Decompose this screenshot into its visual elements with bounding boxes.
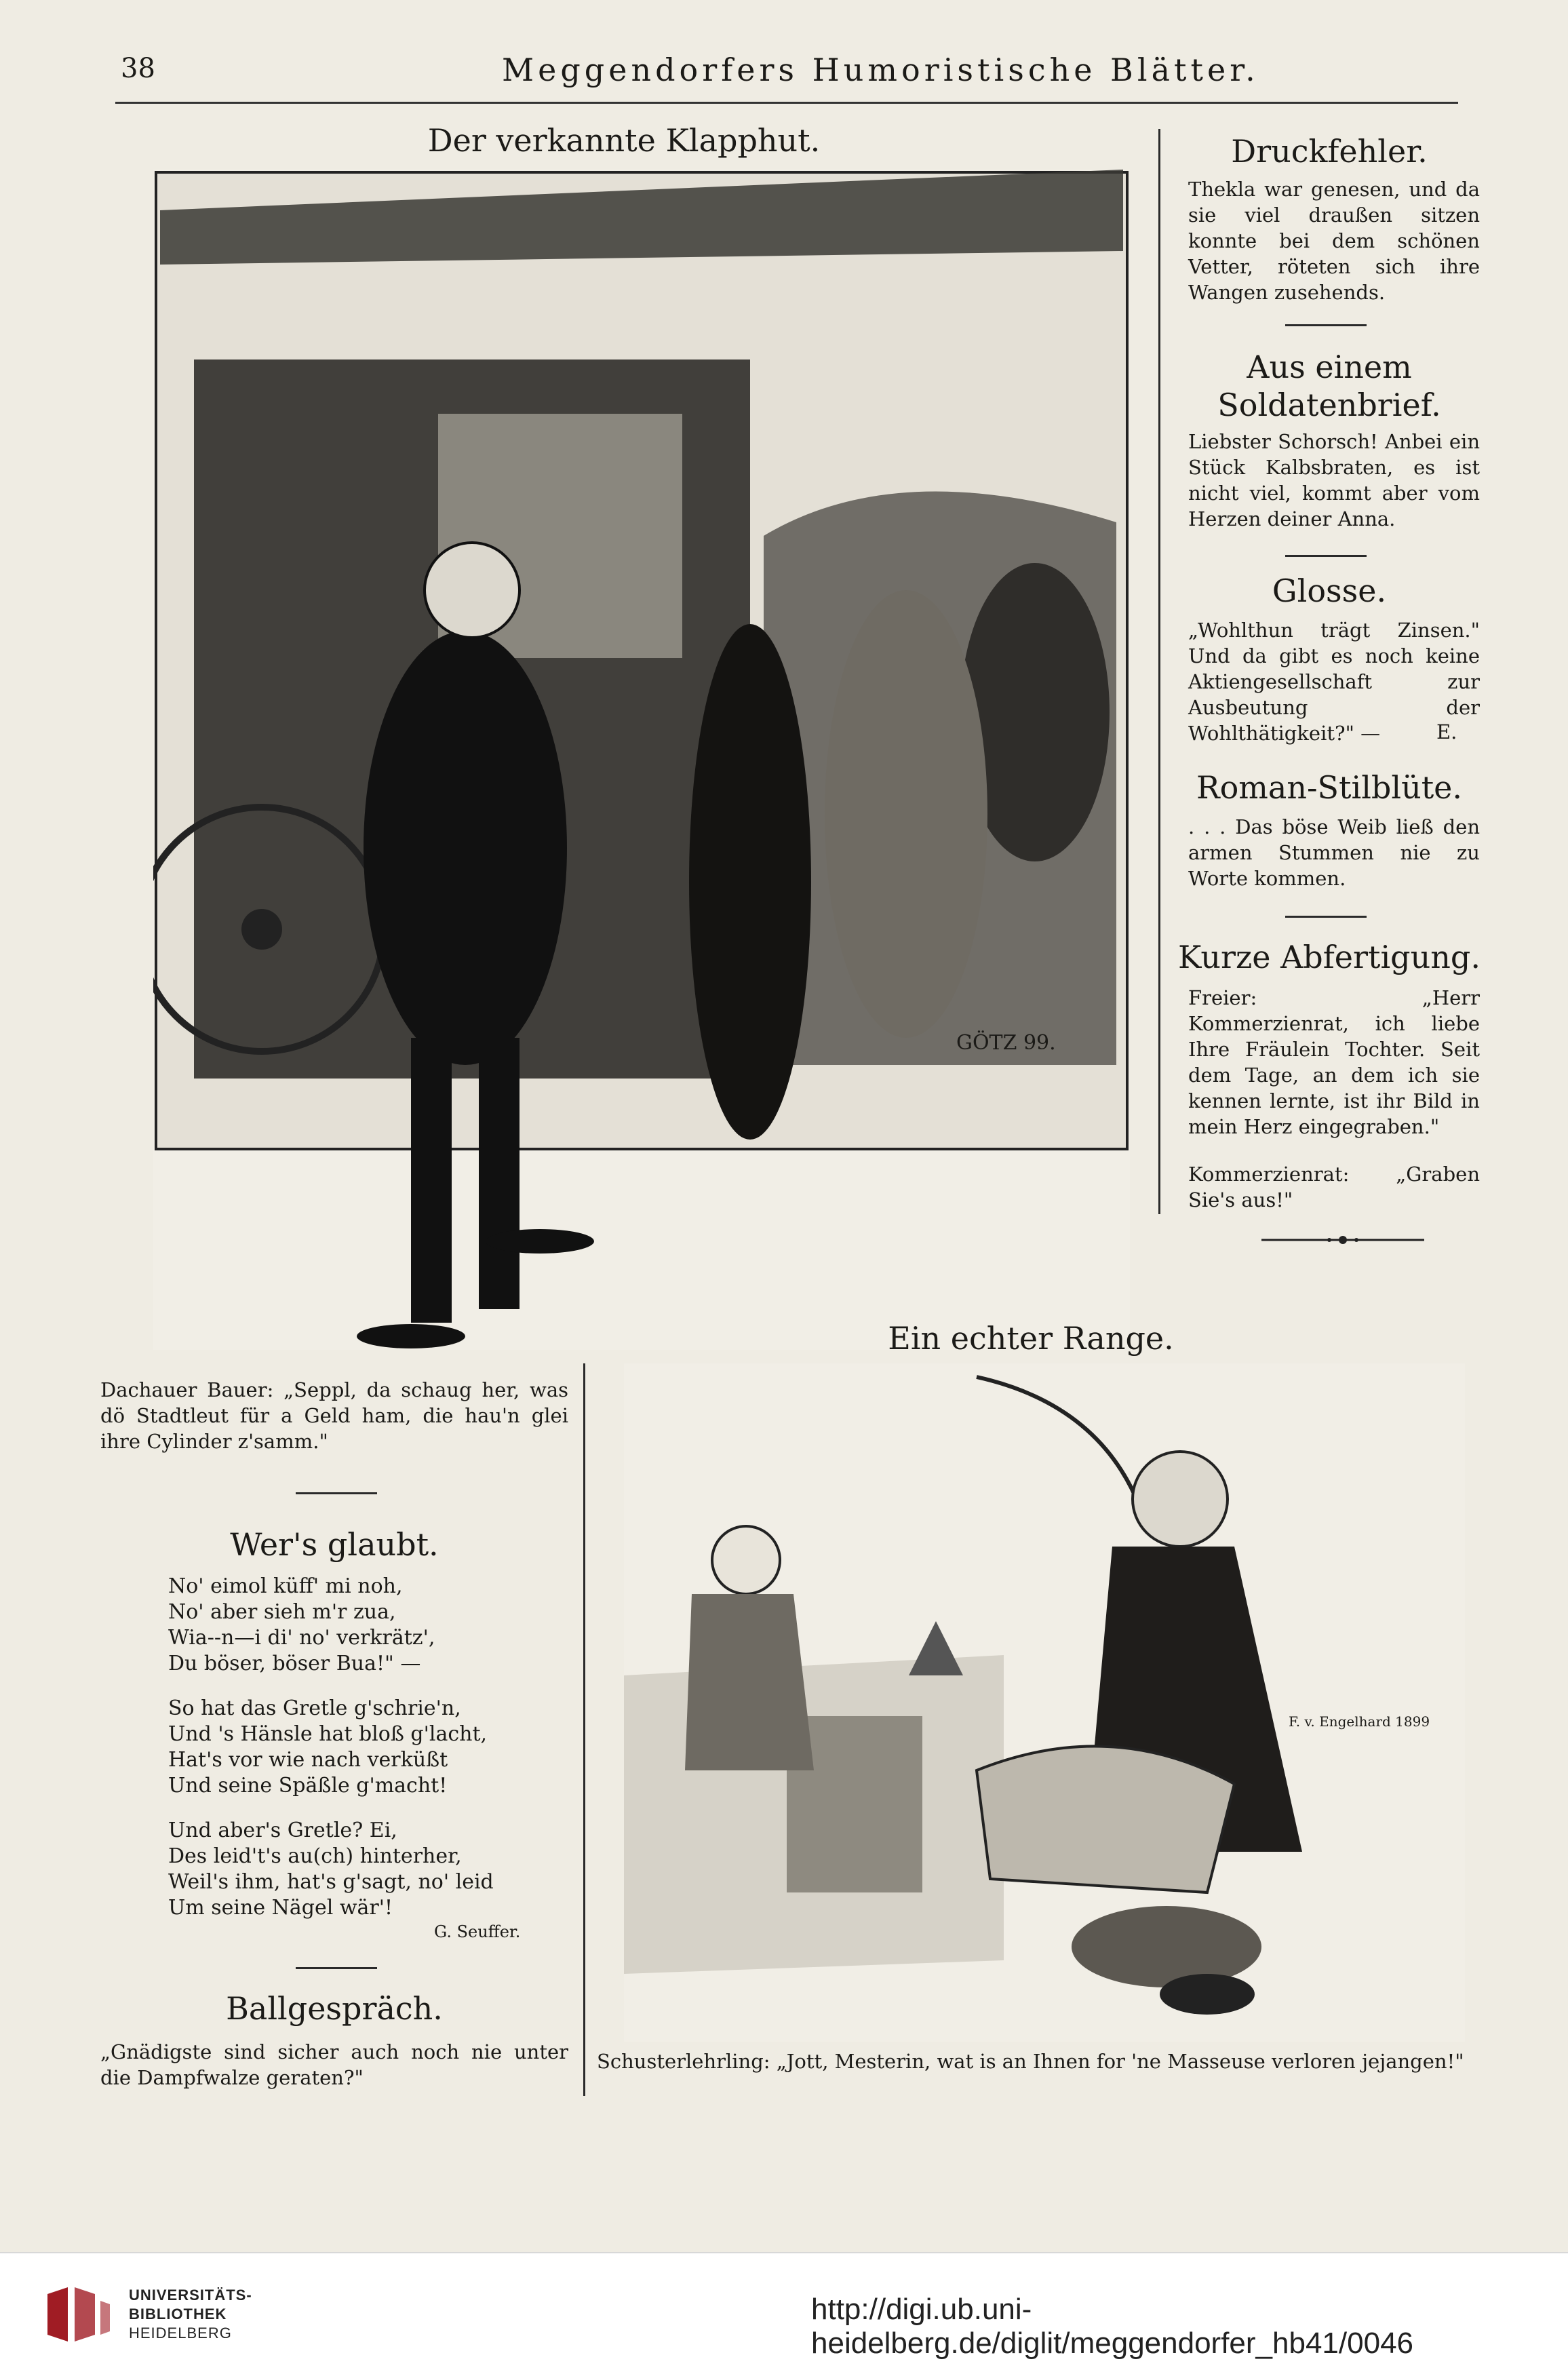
cartoon1-title: Der verkannte Klapphut. — [427, 122, 821, 159]
glosse-text: „Wohlthun trägt Zinsen." Und da gibt es noch keine Aktiengesellschaft zur Ausbeutung der Wohlthätigkeit?" — — [1188, 619, 1480, 745]
poem-line: Weil's ihm, hat's g'sagt, no' leid — [168, 1870, 494, 1894]
poem-line: Wia--n—i di' no' verkrätz', — [168, 1626, 435, 1650]
institution-line: UNIVERSITÄTS- — [129, 2287, 252, 2304]
glosse-title: Glosse. — [1272, 572, 1387, 609]
institution-line: BIBLIOTHEK — [129, 2306, 227, 2323]
cartoon1-caption: Dachauer Bauer: „Seppl, da schaug her, was dö Stadtleut für a Geld ham, die hau'n glei ihre Cylinder z'samm." — [100, 1378, 568, 1453]
ornament-divider — [1261, 1236, 1424, 1244]
separator — [1285, 324, 1367, 326]
druckfehler-title: Druckfehler. — [1231, 133, 1428, 170]
poem-line: Um seine Nägel wär'! — [168, 1896, 393, 1920]
poem-author: G. Seuffer. — [434, 1922, 521, 1941]
source-url-link[interactable]: http://digi.ub.uni-heidelberg.de/diglit/meggendorfer_hb41/0046 — [811, 2293, 1414, 2360]
poem-line: Du böser, böser Bua!" — — [168, 1652, 421, 1675]
poem — [168, 1574, 568, 1940]
institution-line: HEIDELBERG — [129, 2325, 232, 2342]
column-rule-left — [583, 1363, 585, 2096]
separator — [1285, 916, 1367, 918]
cartoon2-illustration — [624, 1363, 1465, 2042]
stilbluete-title: Roman-Stilblüte. — [1196, 769, 1463, 806]
cartoon2-signature: F. v. Engelhard 1899 — [1289, 1713, 1430, 1730]
cartoon2-title: Ein echter Range. — [888, 1320, 1174, 1357]
poem-line: No' aber sieh m'r zua, — [168, 1600, 396, 1624]
separator — [296, 1492, 377, 1494]
poem-line: Hat's vor wie nach verküßt — [168, 1748, 448, 1772]
cartoon1-illustration — [153, 170, 1130, 1350]
abfertigung-text-freier: Freier: „Herr Kommerzienrat, ich liebe Ihre Fräulein Tochter. Seit dem Tage, an dem ich sie kennen lernte, ist ihr Bild in mein Herz eingegraben." — [1188, 986, 1480, 1138]
institution-name — [129, 2286, 252, 2343]
cartoon2-caption: Schusterlehrling: „Jott, Mesterin, wat is an Ihnen for 'ne Masseuse verloren jejangen!" — [597, 2050, 1464, 2073]
poem-line: So hat das Gretle g'schrie'n, — [168, 1696, 461, 1720]
poem-line: No' eimol küff' mi noh, — [168, 1574, 403, 1598]
druckfehler-text: Thekla war genesen, und da sie viel draußen sitzen konnte bei dem schönen Vetter, röteten sich ihre Wangen zusehends. — [1188, 178, 1480, 304]
poem-line: Und 's Hänsle hat bloß g'lacht, — [168, 1722, 488, 1746]
poem-line: Des leid't's au(ch) hinterher, — [168, 1844, 462, 1868]
university-library-logo-icon — [41, 2280, 115, 2348]
poem-line: Und seine Späßle g'macht! — [168, 1774, 448, 1798]
page-number: 38 — [121, 53, 155, 84]
glosse-author: E. — [1436, 720, 1457, 743]
journal-title: Meggendorfers Humoristische Blätter. — [502, 52, 1259, 88]
abfertigung-title: Kurze Abfertigung. — [1178, 939, 1481, 975]
cartoon1-signature: GÖTZ 99. — [956, 1031, 1056, 1055]
poem-title: Wer's glaubt. — [230, 1526, 439, 1563]
separator — [1285, 555, 1367, 557]
header-rule — [115, 102, 1458, 104]
soldatenbrief-title-line2: Soldatenbrief. — [1217, 387, 1441, 423]
column-rule-right — [1158, 129, 1160, 1214]
separator — [296, 1967, 377, 1969]
poem-line: Und aber's Gretle? Ei, — [168, 1819, 397, 1842]
abfertigung-text-kommerzienrat: Kommerzienrat: „Graben Sie's aus!" — [1188, 1163, 1480, 1211]
soldatenbrief-text: Liebster Schorsch! Anbei ein Stück Kalbsbraten, es ist nicht viel, kommt aber vom Herzen deiner Anna. — [1188, 430, 1480, 530]
stilbluete-text: . . . Das böse Weib ließ den armen Stummen nie zu Worte kommen. — [1188, 815, 1480, 890]
soldatenbrief-title-line1: Aus einem — [1247, 349, 1412, 385]
ballgespraech-title: Ballgespräch. — [226, 1990, 443, 2027]
ballgespraech-text: „Gnädigste sind sicher auch noch nie unter die Dampfwalze geraten?" — [100, 2040, 568, 2089]
